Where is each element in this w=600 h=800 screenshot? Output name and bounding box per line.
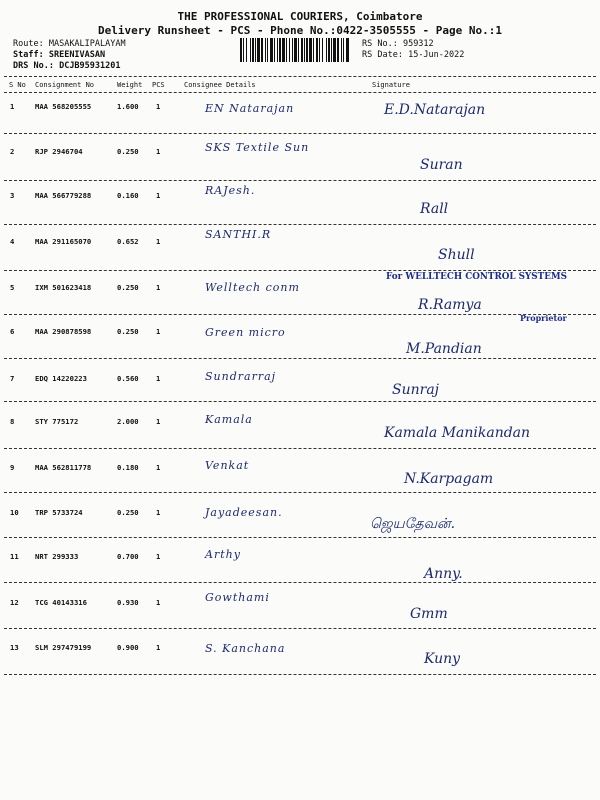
route-info [13, 39, 126, 49]
barcode-bar [252, 38, 254, 62]
row-consignee: Welltech conm [205, 281, 300, 294]
barcode-bar [343, 38, 344, 62]
row-consignee: S. Kanchana [205, 642, 286, 655]
barcode-bar [301, 38, 303, 62]
barcode-bar [326, 38, 327, 62]
row-consignment-no: MAA 568205555 [35, 102, 92, 111]
row-consignment-no: RJP 2946704 [35, 147, 83, 156]
row-pcs: 1 [156, 643, 161, 652]
row-divider [4, 180, 596, 181]
row-consignee: EN Natarajan [205, 102, 295, 115]
barcode-bar [346, 38, 349, 62]
barcode-bar [331, 38, 332, 62]
row-consignee: Green micro [205, 326, 286, 339]
barcode-bar [270, 38, 273, 62]
row-consignee: Sundrarraj [205, 370, 277, 383]
barcode-bar [341, 38, 342, 62]
row-consignment-no: MAA 290878598 [35, 327, 92, 336]
row-weight: 0.250 [117, 147, 139, 156]
route-label: Route: [13, 39, 44, 49]
row-divider [4, 628, 596, 629]
barcode-bar [255, 38, 256, 62]
barcode-bar [322, 38, 323, 62]
col-header-consignee: Consignee Details [184, 81, 256, 89]
row-divider [4, 133, 596, 134]
row-signature: R.Ramya [418, 297, 482, 313]
row-consignee: Arthy [205, 548, 241, 561]
row-signature: Anny. [424, 566, 463, 582]
row-sno: 7 [10, 374, 15, 383]
row-weight: 0.250 [117, 327, 139, 336]
row-sno: 1 [10, 102, 15, 111]
row-divider [4, 537, 596, 538]
row-pcs: 1 [156, 598, 161, 607]
row-divider [4, 314, 596, 315]
col-header-consignment: Consignment No [35, 81, 95, 89]
row-signature: Kamala Manikandan [384, 425, 531, 441]
col-header-weight: Weight [117, 81, 143, 89]
barcode-bar [306, 38, 308, 62]
row-consignee: Venkat [205, 459, 250, 472]
row-divider [4, 448, 596, 449]
row-pcs: 1 [156, 102, 161, 111]
drs-label: DRS No.: [13, 61, 54, 71]
row-consignment-no: STY 775172 [35, 417, 79, 426]
row-divider [4, 224, 596, 225]
header-divider-top [4, 76, 596, 77]
row-weight: 0.160 [117, 191, 139, 200]
row-weight: 0.900 [117, 643, 139, 652]
row-divider [4, 270, 596, 271]
row-sno: 8 [10, 417, 15, 426]
row-sno: 11 [10, 552, 19, 561]
row-consignment-no: MAA 291165070 [35, 237, 92, 246]
row-signature: Rall [420, 201, 449, 217]
page-title: THE PROFESSIONAL COURIERS, Coimbatore [177, 10, 423, 23]
barcode-bar [298, 38, 299, 62]
row-pcs: 1 [156, 147, 161, 156]
barcode-bar [289, 38, 290, 62]
row-signature: Gmm [410, 606, 448, 622]
barcode-bar [333, 38, 336, 62]
row-sno: 2 [10, 147, 15, 156]
row-consignee: Jayadeesan. [205, 506, 283, 519]
barcode-bar [243, 38, 244, 62]
row-divider [4, 401, 596, 402]
row-consignee: Gowthami [205, 591, 270, 604]
barcode-bar [309, 38, 312, 62]
barcode-bar [277, 38, 278, 62]
barcode-bar [246, 38, 247, 62]
row-divider [4, 492, 596, 493]
row-weight: 0.250 [117, 508, 139, 517]
row-sno: 5 [10, 283, 15, 292]
row-consignee: RAJesh. [205, 184, 256, 197]
row-pcs: 1 [156, 191, 161, 200]
row-signature: M.Pandian [406, 341, 482, 357]
col-header-pcs: PCS [152, 81, 165, 89]
barcode-bar [279, 38, 281, 62]
row-weight: 1.600 [117, 102, 139, 111]
barcode-bar [282, 38, 285, 62]
rs-date-info [362, 50, 464, 60]
row-signature: Sunraj [392, 382, 440, 398]
drs-value: DCJB95931201 [59, 61, 121, 71]
barcode-bar [319, 38, 320, 62]
row-weight: 0.180 [117, 463, 139, 472]
row-signature: ஜெயதேவன். [370, 516, 456, 532]
rs-no-info [362, 39, 434, 49]
row-consignment-no: TCG 40143316 [35, 598, 87, 607]
header-divider-bottom [4, 92, 596, 93]
row-consignee: Kamala [205, 413, 253, 426]
row-weight: 0.560 [117, 374, 139, 383]
barcode-bar [274, 38, 275, 62]
rs-no-value: 959312 [402, 39, 434, 49]
rs-date-value: 15-Jun-2022 [408, 50, 465, 60]
barcode-bar [250, 38, 251, 62]
row-weight: 2.000 [117, 417, 139, 426]
barcode-bar [316, 38, 318, 62]
row-consignment-no: EDQ 14220223 [35, 374, 87, 383]
barcode [240, 38, 350, 62]
row-divider [4, 582, 596, 583]
row-pcs: 1 [156, 417, 161, 426]
staff-info [13, 50, 105, 60]
barcode-bar [292, 38, 293, 62]
row-sno: 12 [10, 598, 19, 607]
barcode-bar [304, 38, 305, 62]
row-divider [4, 674, 596, 675]
row-sno: 3 [10, 191, 15, 200]
barcode-bar [328, 38, 330, 62]
row-weight: 0.930 [117, 598, 139, 607]
row-signature: Kuny [424, 651, 461, 667]
barcode-bar [267, 38, 268, 62]
row-sno: 13 [10, 643, 19, 652]
row-pcs: 1 [156, 463, 161, 472]
barcode-bar [240, 38, 242, 62]
row-consignment-no: SLM 297479199 [35, 643, 92, 652]
row-pcs: 1 [156, 552, 161, 561]
row-sno: 9 [10, 463, 15, 472]
barcode-bar [337, 38, 339, 62]
row-signature: E.D.Natarajan [384, 102, 486, 118]
row-consignment-no: MAA 562811778 [35, 463, 92, 472]
row-signature: N.Karpagam [404, 471, 494, 487]
barcode-bar [294, 38, 297, 62]
row-divider [4, 358, 596, 359]
row-pcs: 1 [156, 508, 161, 517]
staff-value: SREENIVASAN [48, 50, 106, 60]
row-consignment-no: IXM 501623418 [35, 283, 92, 292]
barcode-bar [257, 38, 260, 62]
barcode-bar [261, 38, 263, 62]
row-consignee: SANTHI.R [205, 228, 272, 241]
row-weight: 0.652 [117, 237, 139, 246]
company-stamp: For WELLTECH CONTROL SYSTEMS [386, 272, 567, 282]
barcode-bar [286, 38, 287, 62]
row-consignee: SKS Textile Sun [205, 141, 310, 154]
row-signature: Shull [438, 247, 475, 263]
col-header-sno: S No [9, 81, 26, 89]
row-pcs: 1 [156, 374, 161, 383]
col-header-signature: Signature [372, 81, 410, 89]
row-signature: Suran [420, 157, 463, 173]
row-pcs: 1 [156, 327, 161, 336]
route-value: MASAKALIPALAYAM [48, 39, 126, 49]
row-consignment-no: NRT 299333 [35, 552, 79, 561]
barcode-bar [265, 38, 266, 62]
row-sno: 4 [10, 237, 15, 246]
staff-label: Staff: [13, 50, 44, 60]
row-pcs: 1 [156, 283, 161, 292]
row-pcs: 1 [156, 237, 161, 246]
row-consignment-no: MAA 566779288 [35, 191, 92, 200]
row-consignment-no: TRP 5733724 [35, 508, 83, 517]
page-subtitle: Delivery Runsheet - PCS - Phone No.:0422-3505555 - Page No.:1 [98, 24, 502, 37]
row-weight: 0.700 [117, 552, 139, 561]
stamp-proprietor: Proprietor [520, 313, 567, 323]
row-sno: 6 [10, 327, 15, 336]
row-sno: 10 [10, 508, 19, 517]
barcode-bar [313, 38, 314, 62]
row-weight: 0.250 [117, 283, 139, 292]
drs-info [13, 61, 121, 71]
rs-no-label: RS No.: [362, 39, 398, 49]
rs-date-label: RS Date: [362, 50, 403, 60]
